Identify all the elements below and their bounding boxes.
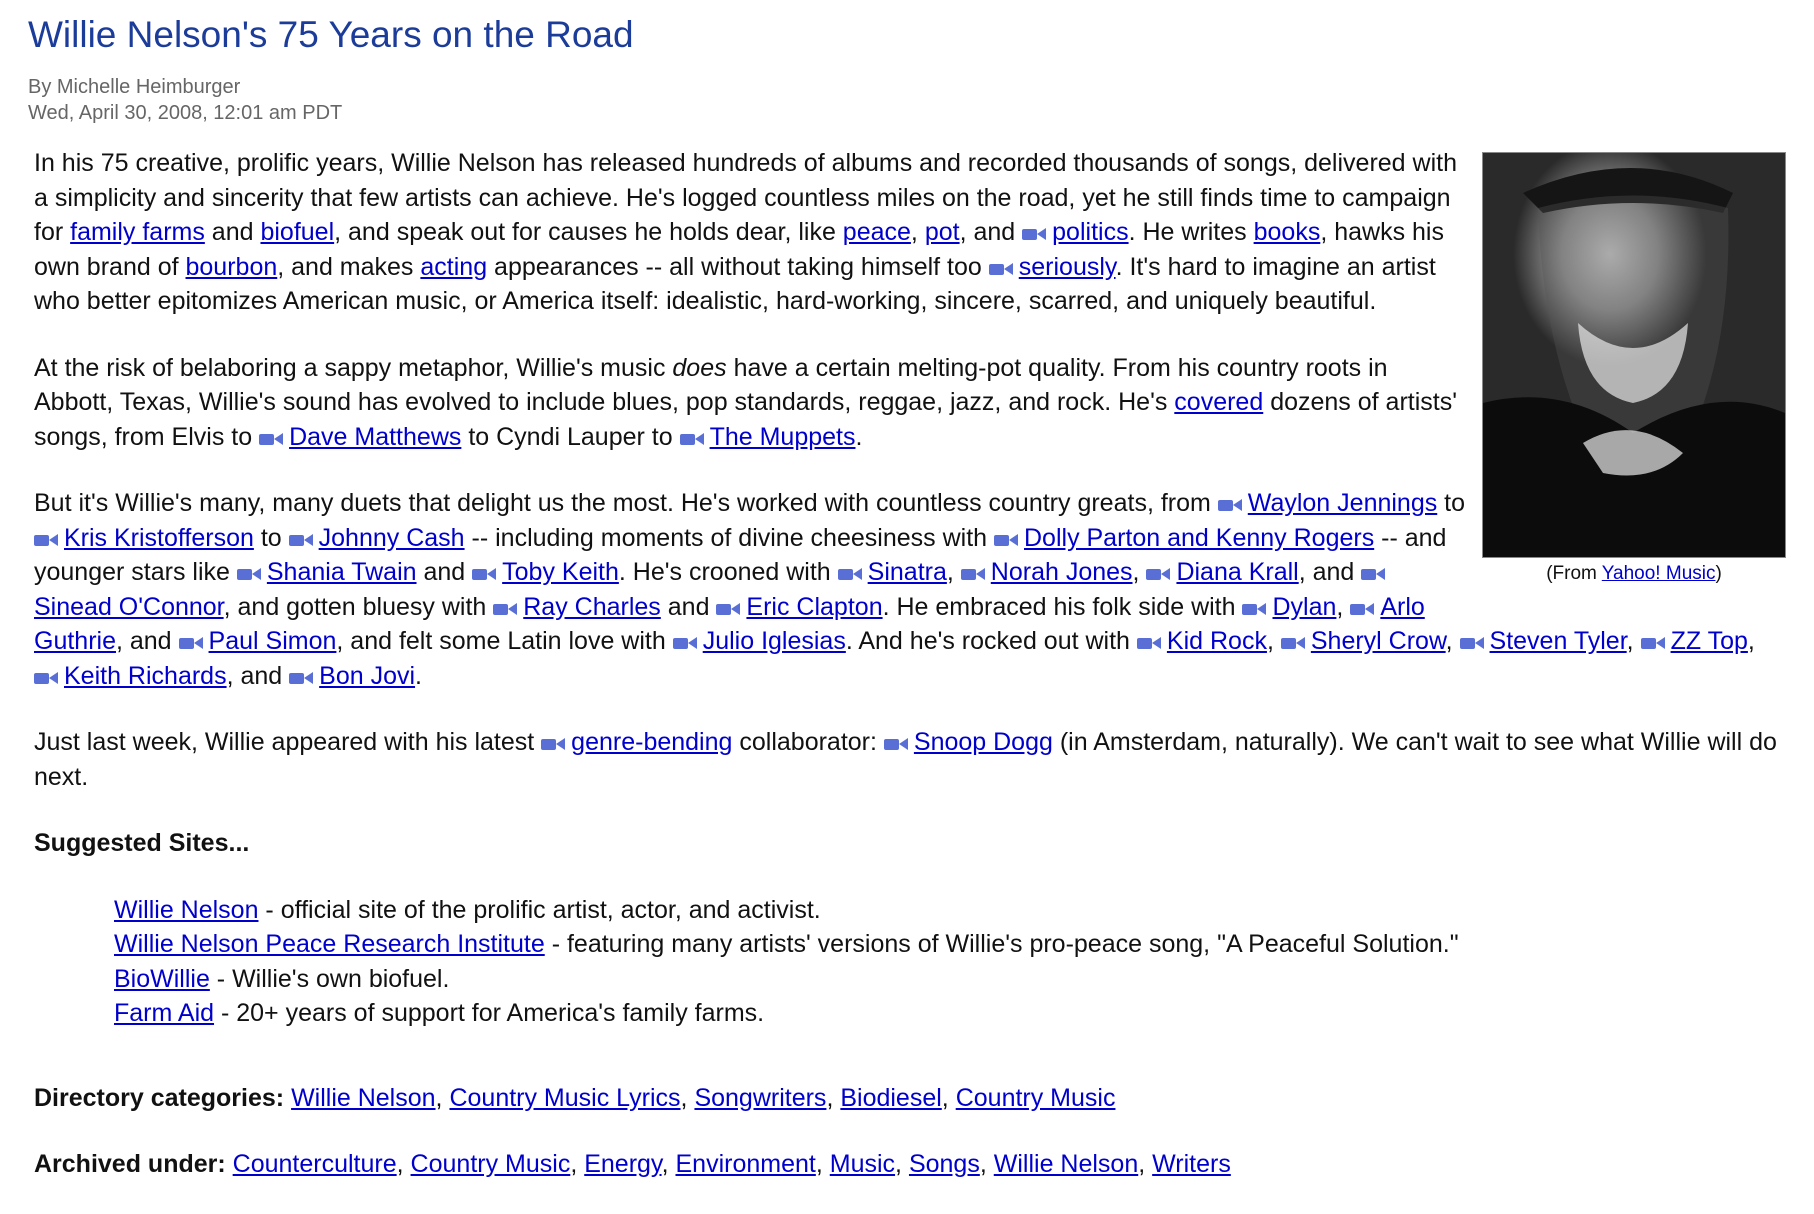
archive-link[interactable]: Country Music bbox=[410, 1150, 571, 1178]
video-camera-icon[interactable] bbox=[1218, 498, 1242, 512]
paragraph-1: In his 75 creative, prolific years, Willie Nelson has released hundreds of albums and recorded thousands of songs, delivered with a simplicity and sincerity that few artists can achieve. He's logged countless miles on the road, yet he still finds time to campaign for family farms and biofuel, and speak out for causes he holds dear, like peace, pot, and politics. He writes books, hawks his own brand of bourbon, and makes acting appearances -- all without taking himself too seriously. It's hard to imagine an artist who better epitomizes American music, or America itself: idealistic, hard-working, sincere, scarred, and uniquely beautiful. bbox=[34, 149, 1457, 315]
link-norah-jones[interactable]: Norah Jones bbox=[990, 558, 1133, 586]
link-steven-tyler[interactable]: Steven Tyler bbox=[1489, 627, 1627, 655]
archive-link[interactable]: Counterculture bbox=[232, 1150, 397, 1178]
link-johnny-cash[interactable]: Johnny Cash bbox=[318, 523, 465, 552]
directory-link[interactable]: Country Music Lyrics bbox=[449, 1083, 681, 1112]
suggested-link-willie-nelson[interactable]: Willie Nelson bbox=[114, 895, 259, 924]
list-item: BioWillie - Willie's own biofuel. bbox=[114, 964, 450, 993]
link-books[interactable]: books bbox=[1253, 218, 1321, 246]
video-camera-icon[interactable] bbox=[541, 737, 565, 751]
link-seriously[interactable]: seriously bbox=[1018, 252, 1116, 281]
archived-label: Archived under: bbox=[34, 1150, 226, 1178]
video-camera-icon[interactable] bbox=[1361, 567, 1385, 581]
archive-link[interactable]: Songs bbox=[908, 1150, 980, 1178]
link-toby-keith[interactable]: Toby Keith bbox=[502, 558, 619, 586]
paragraph-3: But it's Willie's many, many duets that delight us the most. He's worked with countless country greats, from Waylon Jennings to Kris Kristofferson to Johnny Cash -- including moments of divine cheesiness with Dolly Parton and Kenny Rogers -- and younger stars like Shania Twain and Toby Keith. He's crooned with Sinatra, Norah Jones, Diana Krall, and Sinead O'Connor, and gotten bluesy with Ray Charles and Eric Clapton. He embraced his folk side with Dylan, Arlo Guthrie, and Paul Simon, and felt some Latin love with Julio Iglesias. And he's rocked out with Kid Rock, Sheryl Crow, Steven Tyler, ZZ Top, Keith Richards, and Bon Jovi. bbox=[34, 489, 1755, 690]
suggested-sites-heading: Suggested Sites... bbox=[34, 829, 250, 857]
link-family-farms[interactable]: family farms bbox=[70, 218, 205, 246]
link-shania-twain[interactable]: Shania Twain bbox=[266, 558, 417, 586]
video-camera-icon[interactable] bbox=[838, 567, 862, 581]
paragraph-4: Just last week, Willie appeared with his latest genre-bending collaborator: Snoop Dogg (in Amsterdam, naturally). We can't wait to see what Willie will do next. bbox=[34, 728, 1777, 791]
video-camera-icon[interactable] bbox=[1137, 636, 1161, 650]
link-biofuel[interactable]: biofuel bbox=[260, 218, 335, 246]
archive-link[interactable]: Energy bbox=[584, 1150, 662, 1178]
list-item: Willie Nelson Peace Research Institute - featuring many artists' versions of Willie's pro-peace song, "A Peaceful Solution." bbox=[114, 930, 1459, 958]
link-eric-clapton[interactable]: Eric Clapton bbox=[746, 592, 883, 621]
page-title: Willie Nelson's 75 Years on the Road bbox=[28, 14, 634, 55]
directory-link[interactable]: Willie Nelson bbox=[291, 1083, 436, 1112]
video-camera-icon[interactable] bbox=[1641, 636, 1665, 650]
link-acting[interactable]: acting bbox=[420, 252, 488, 281]
link-dolly-parton-kenny-rogers[interactable]: Dolly Parton and Kenny Rogers bbox=[1024, 523, 1375, 552]
caption-suffix: ) bbox=[1715, 563, 1722, 584]
photo-caption bbox=[1482, 561, 1786, 587]
link-genre-bending[interactable]: genre-bending bbox=[571, 728, 733, 756]
author: By Michelle Heimburger bbox=[28, 76, 241, 98]
list-item: Farm Aid - 20+ years of support for America's family farms. bbox=[114, 999, 765, 1027]
video-camera-icon[interactable] bbox=[1242, 602, 1266, 616]
video-camera-icon[interactable] bbox=[34, 533, 58, 547]
directory-link[interactable]: Songwriters bbox=[694, 1083, 827, 1112]
willie-nelson-photo bbox=[1482, 152, 1786, 558]
link-kris-kristofferson[interactable]: Kris Kristofferson bbox=[64, 523, 254, 552]
archive-link[interactable]: Writers bbox=[1152, 1150, 1231, 1178]
video-camera-icon[interactable] bbox=[1146, 567, 1170, 581]
link-peace[interactable]: peace bbox=[842, 218, 911, 246]
link-sinead-oconnor[interactable]: Sinead O'Connor bbox=[34, 592, 224, 621]
video-camera-icon[interactable] bbox=[716, 602, 740, 616]
caption-prefix: (From bbox=[1546, 563, 1602, 584]
caption-source-link[interactable]: Yahoo! Music bbox=[1601, 563, 1716, 584]
directory-link[interactable]: Biodiesel bbox=[840, 1083, 942, 1112]
video-camera-icon[interactable] bbox=[680, 432, 704, 446]
video-camera-icon[interactable] bbox=[1350, 602, 1374, 616]
link-ray-charles[interactable]: Ray Charles bbox=[523, 592, 661, 621]
video-camera-icon[interactable] bbox=[289, 671, 313, 685]
link-bon-jovi[interactable]: Bon Jovi bbox=[319, 661, 416, 690]
link-arlo-guthrie[interactable]: Arlo Guthrie bbox=[34, 592, 1425, 655]
link-bourbon[interactable]: bourbon bbox=[185, 252, 278, 281]
link-the-muppets[interactable]: The Muppets bbox=[709, 422, 856, 451]
emphasis-does: does bbox=[672, 353, 727, 382]
photo-box bbox=[1482, 152, 1786, 587]
link-kid-rock[interactable]: Kid Rock bbox=[1166, 627, 1267, 655]
suggested-sites-list bbox=[114, 893, 1786, 1031]
link-covered[interactable]: covered bbox=[1174, 388, 1264, 416]
video-camera-icon[interactable] bbox=[1281, 636, 1305, 650]
suggested-link-peace-institute[interactable]: Willie Nelson Peace Research Institute bbox=[114, 930, 545, 958]
link-julio-iglesias[interactable]: Julio Iglesias bbox=[702, 627, 846, 655]
publish-date: Wed, April 30, 2008, 12:01 am PDT bbox=[28, 102, 343, 124]
byline bbox=[28, 74, 342, 126]
link-politics[interactable]: politics bbox=[1052, 218, 1129, 246]
link-diana-krall[interactable]: Diana Krall bbox=[1176, 558, 1299, 586]
directory-label: Directory categories: bbox=[34, 1083, 285, 1112]
directory-link[interactable]: Country Music bbox=[955, 1083, 1116, 1112]
archived-under: Archived under: Counterculture, Country Music, Energy, Environment, Music, Songs, Willie Nelson, Writers bbox=[34, 1150, 1231, 1178]
list-item: Willie Nelson - official site of the prolific artist, actor, and activist. bbox=[114, 895, 821, 924]
link-zz-top[interactable]: ZZ Top bbox=[1670, 627, 1748, 655]
link-sinatra[interactable]: Sinatra bbox=[867, 558, 947, 586]
link-dylan[interactable]: Dylan bbox=[1272, 592, 1337, 621]
link-keith-richards[interactable]: Keith Richards bbox=[64, 661, 227, 690]
paragraph-2: At the risk of belaboring a sappy metaphor, Willie's music does have a certain melting-pot quality. From his country roots in Abbott, Texas, Willie's sound has evolved to include blues, pop standards, reggae, jazz, and rock. He's covered dozens of artists' songs, from Elvis to Dave Matthews to Cyndi Lauper to The Muppets. bbox=[34, 353, 1457, 451]
suggested-link-farm-aid[interactable]: Farm Aid bbox=[114, 999, 215, 1027]
video-camera-icon[interactable] bbox=[961, 567, 985, 581]
video-camera-icon[interactable] bbox=[237, 567, 261, 581]
video-camera-icon[interactable] bbox=[1460, 636, 1484, 650]
link-dave-matthews[interactable]: Dave Matthews bbox=[289, 422, 462, 451]
link-pot[interactable]: pot bbox=[924, 218, 960, 246]
archive-link[interactable]: Willie Nelson bbox=[993, 1150, 1139, 1178]
video-camera-icon[interactable] bbox=[1022, 227, 1046, 241]
article-body bbox=[34, 146, 1786, 1214]
link-snoop-dogg[interactable]: Snoop Dogg bbox=[913, 728, 1053, 756]
link-paul-simon[interactable]: Paul Simon bbox=[208, 627, 337, 655]
video-camera-icon[interactable] bbox=[673, 636, 697, 650]
link-waylon-jennings[interactable]: Waylon Jennings bbox=[1247, 489, 1438, 517]
video-camera-icon[interactable] bbox=[179, 636, 203, 650]
link-sheryl-crow[interactable]: Sheryl Crow bbox=[1310, 627, 1446, 655]
video-camera-icon[interactable] bbox=[994, 533, 1018, 547]
video-camera-icon[interactable] bbox=[493, 602, 517, 616]
video-camera-icon[interactable] bbox=[259, 432, 283, 446]
video-camera-icon[interactable] bbox=[289, 533, 313, 547]
video-camera-icon[interactable] bbox=[884, 737, 908, 751]
archive-link[interactable]: Environment bbox=[675, 1150, 816, 1178]
archive-link[interactable]: Music bbox=[829, 1150, 896, 1178]
directory-categories: Directory categories: Willie Nelson, Country Music Lyrics, Songwriters, Biodiesel, Country Music bbox=[34, 1083, 1116, 1112]
video-camera-icon[interactable] bbox=[989, 262, 1013, 276]
video-camera-icon[interactable] bbox=[472, 567, 496, 581]
suggested-link-biowillie[interactable]: BioWillie bbox=[114, 964, 210, 993]
video-camera-icon[interactable] bbox=[34, 671, 58, 685]
